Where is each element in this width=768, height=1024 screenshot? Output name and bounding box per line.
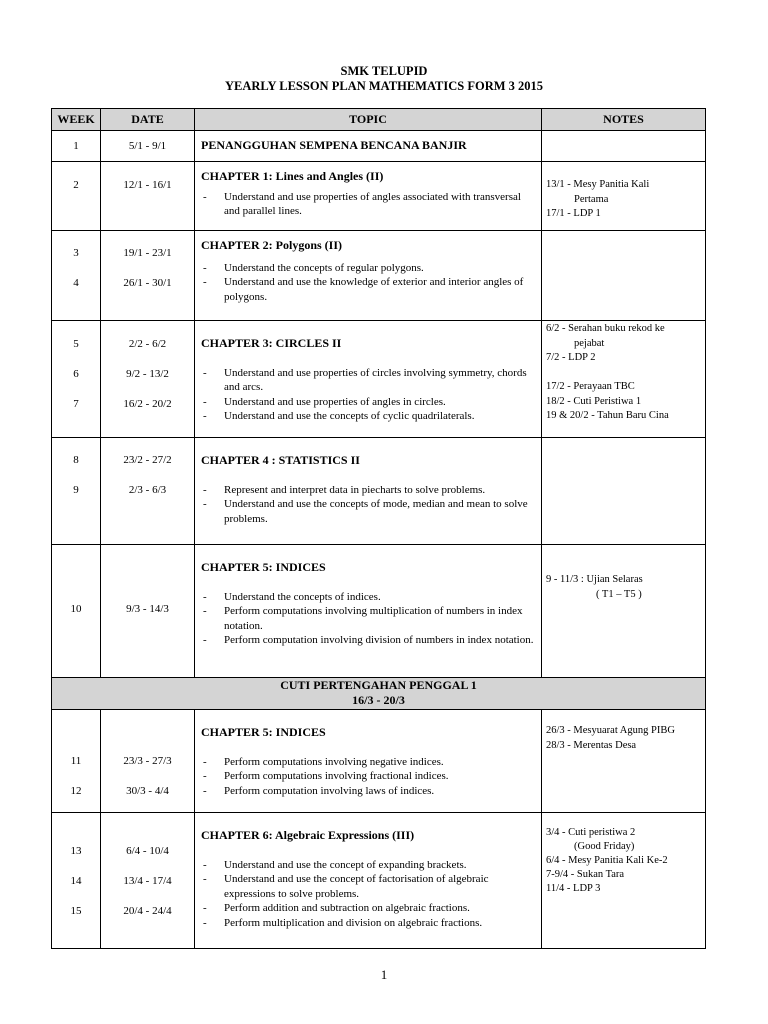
date-range: 23/2 - 27/2 [123,454,172,466]
note-line: 11/4 - LDP 3 [546,883,601,894]
date-range: 16/2 - 20/2 [123,398,172,410]
date-cell [101,231,195,321]
week-cell [52,131,101,162]
note-line: 6/2 - Serahan buku rekod ke [546,323,665,334]
lesson-plan-table [51,108,706,949]
date-range: 13/4 - 17/4 [123,875,172,887]
date-range: 23/3 - 27/3 [123,755,172,767]
table-row [52,162,706,231]
week-cell [52,545,101,678]
week-number: 9 [73,484,79,496]
page-number: 1 [380,967,388,982]
holiday-dates: 16/3 - 20/3 [352,693,405,707]
week-number: 12 [70,785,82,797]
note-line: 26/3 - Mesyuarat Agung PIBG [546,725,675,736]
topic-title: CHAPTER 4 : STATISTICS II [201,453,360,467]
topic-title: CHAPTER 5: INDICES [201,725,326,739]
column-header-notes: NOTES [542,109,706,131]
notes-cell [542,545,706,678]
note-line: ( T1 – T5 ) [596,588,642,600]
note-line: 13/1 - Mesy Panitia Kali [546,179,650,190]
column-header-date: DATE [101,109,195,131]
objective-item: - Perform computations involving multiplication of numbers in index notation. [195,604,541,633]
week-number: 15 [70,905,82,917]
notes-cell [542,710,706,813]
week-number: 10 [70,603,82,615]
topic-cell [195,545,542,678]
objective-item: - Understand and use the concepts of mode, median and mean to solve problems. [195,497,541,526]
week-number: 4 [73,277,79,289]
date-cell [101,545,195,678]
column-header-week: WEEK [52,109,101,131]
week-number: 2 [73,179,79,191]
date-cell [101,710,195,813]
week-number: 11 [70,755,82,767]
date-cell [101,438,195,545]
week-cell [52,162,101,231]
objective-item: - Understand the concepts of indices. [195,590,541,605]
topic-title: PENANGGUHAN SEMPENA BENCANA BANJIR [201,138,467,152]
week-number: 5 [73,338,79,350]
document-title: YEARLY LESSON PLAN MATHEMATICS FORM 3 2015 [224,79,544,93]
date-range: 19/1 - 23/1 [123,247,172,259]
topic-cell [195,162,542,231]
date-range: 5/1 - 9/1 [128,140,167,152]
objective-item: - Understand and use properties of angles associated with transversal and parallel lines. [195,190,541,219]
note-line: 18/2 - Cuti Peristiwa 1 [546,395,642,407]
objective-item: - Understand and use the knowledge of exterior and interior angles of polygons. [195,275,541,304]
notes-cell [542,813,706,949]
table-row [52,131,706,162]
objective-item: - Represent and interpret data in piecharts to solve problems. [195,483,541,498]
objective-item: - Perform computations involving negative indices. [195,755,541,770]
week-number: 6 [73,368,79,380]
topic-cell [195,231,542,321]
week-cell [52,231,101,321]
note-line: 3/4 - Cuti peristiwa 2 [546,827,636,838]
date-cell [101,162,195,231]
date-cell [101,321,195,438]
topic-cell [195,438,542,545]
objective-item: - Understand the concepts of regular polygons. [195,261,541,276]
holiday-cell [52,678,706,710]
week-cell [52,438,101,545]
date-cell [101,131,195,162]
note-line: 7-9/4 - Sukan Tara [546,869,625,880]
topic-title: CHAPTER 5: INDICES [201,560,326,574]
note-line: 17/1 - LDP 1 [546,208,601,219]
week-cell [52,710,101,813]
date-range: 6/4 - 10/4 [126,845,169,857]
objective-item: - Perform addition and subtraction on algebraic fractions. [195,901,541,916]
note-line [546,366,705,381]
table-row [52,710,706,813]
date-range: 20/4 - 24/4 [123,905,172,917]
holiday-row [52,678,706,710]
column-header-topic: TOPIC [195,109,542,131]
topic-title: CHAPTER 1: Lines and Angles (II) [201,169,384,183]
date-range: 2/2 - 6/2 [128,338,167,350]
notes-cell [542,231,706,321]
notes-cell [542,321,706,438]
note-line: 19 & 20/2 - Tahun Baru Cina [546,410,669,421]
note-line: 9 - 11/3 : Ujian Selaras [546,574,643,585]
topic-title: CHAPTER 6: Algebraic Expressions (III) [201,828,415,842]
note-line: pejabat [574,337,605,349]
notes-cell [542,438,706,545]
table-row [52,813,706,949]
date-range: 12/1 - 16/1 [123,179,172,191]
objective-item: - Understand and use properties of circles involving symmetry, chords and arcs. [195,366,541,395]
note-line: 6/4 - Mesy Panitia Kali Ke-2 [546,855,668,866]
week-number: 8 [73,454,79,466]
objective-item: - Understand and use properties of angles in circles. [195,395,541,410]
note-line: (Good Friday) [574,841,635,852]
table-header-row [52,109,706,131]
objective-item: - Perform computation involving division of numbers in index notation. [195,633,541,648]
week-cell [52,321,101,438]
objective-item: - Perform multiplication and division on algebraic fractions. [195,916,541,931]
objective-item: - Understand and use the concept of factorisation of algebraic expressions to solve problems. [195,872,541,901]
objective-item: - Perform computations involving fractional indices. [195,769,541,784]
date-range: 9/2 - 13/2 [126,368,169,380]
date-range: 26/1 - 30/1 [123,277,172,289]
table-row [52,438,706,545]
week-number: 3 [73,247,79,259]
date-cell [101,813,195,949]
date-range: 30/3 - 4/4 [126,785,169,797]
topic-cell [195,813,542,949]
table-row [52,231,706,321]
note-line: 7/2 - LDP 2 [546,352,596,363]
school-name: SMK TELUPID [340,64,428,78]
topic-title: CHAPTER 3: CIRCLES II [201,336,342,350]
notes-cell [542,131,706,162]
topic-cell [195,710,542,813]
topic-title: CHAPTER 2: Polygons (II) [201,238,343,252]
note-line: Pertama [574,193,609,205]
table-row [52,321,706,438]
note-line: 28/3 - Merentas Desa [546,739,637,751]
objective-item: - Perform computation involving laws of indices. [195,784,541,799]
objective-item: - Understand and use the concept of expanding brackets. [195,858,541,873]
notes-cell [542,162,706,231]
date-range: 9/3 - 14/3 [126,603,169,615]
note-line: 17/2 - Perayaan TBC [546,381,635,392]
week-number: 1 [73,140,79,152]
holiday-label: CUTI PERTENGAHAN PENGGAL 1 [280,678,477,692]
objective-item: - Understand and use the concepts of cyclic quadrilaterals. [195,409,541,424]
table-row [52,545,706,678]
week-number: 7 [73,398,79,410]
topic-cell [195,321,542,438]
date-range: 2/3 - 6/3 [128,484,167,496]
topic-cell [195,131,542,162]
week-number: 13 [70,845,82,857]
week-number: 14 [70,875,82,887]
week-cell [52,813,101,949]
